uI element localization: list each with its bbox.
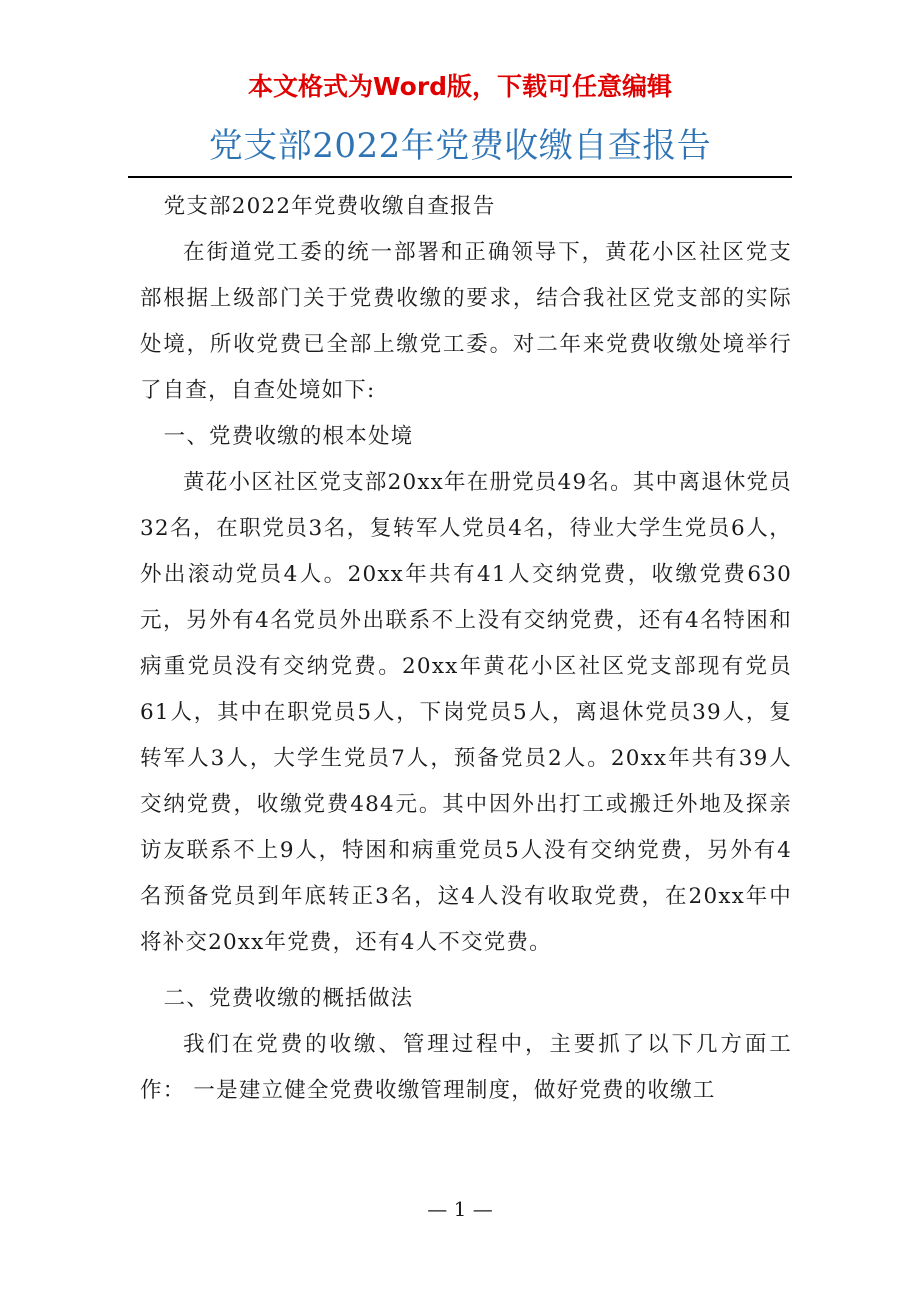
format-notice-banner: 本文格式为Word版，下载可任意编辑 [247, 72, 673, 101]
document-body [140, 184, 792, 1114]
page-number: — 1 — [427, 1197, 493, 1221]
section-heading-2: 二、党费收缴的概括做法 [163, 986, 414, 1011]
section-heading-1: 一、党费收缴的根本处境 [163, 424, 414, 449]
report-heading: 党支部2022年党费收缴自查报告 [163, 194, 496, 219]
intro-paragraph: 在街道党工委的统一部署和正确领导下，黄花小区社区党支部根据上级部门关于党费收缴的要求，结合我社区党支部的实际处境，所收党费已全部上缴党工委。对二年来党费收缴处境举行了自查，自查处境如下: [140, 240, 792, 403]
document-title: 党支部2022年党费收缴自查报告 [208, 126, 712, 166]
title-divider [128, 176, 792, 178]
section-2-paragraph: 我们在党费的收缴、管理过程中，主要抓了以下几方面工作： 一是建立健全党费收缴管理制度，做好党费的收缴工 [140, 1032, 792, 1103]
section-1-paragraph: 黄花小区社区党支部20xx年在册党员49名。其中离退休党员32名，在职党员3名，复转军人党员4名，待业大学生党员6人，外出滚动党员4人。20xx年共有41人交纳党费，收缴党费630元，另外有4名党员外出联系不上没有交纳党费，还有4名特困和病重党员没有交纳党费。20xx年黄花小区社区党支部现有党员61人，其中在职党员5人，下岗党员5人，离退休党员39人，复转军人3人，大学生党员7人，预备党员2人。20xx年共有39人交纳党费，收缴党费484元。其中因外出打工或搬迁外地及探亲访友联系不上9人，特困和病重党员5人没有交纳党费，另外有4名预备党员到年底转正3名，这4人没有收取党费，在20xx年中将补交20xx年党费，还有4人不交党费。 [140, 470, 792, 955]
